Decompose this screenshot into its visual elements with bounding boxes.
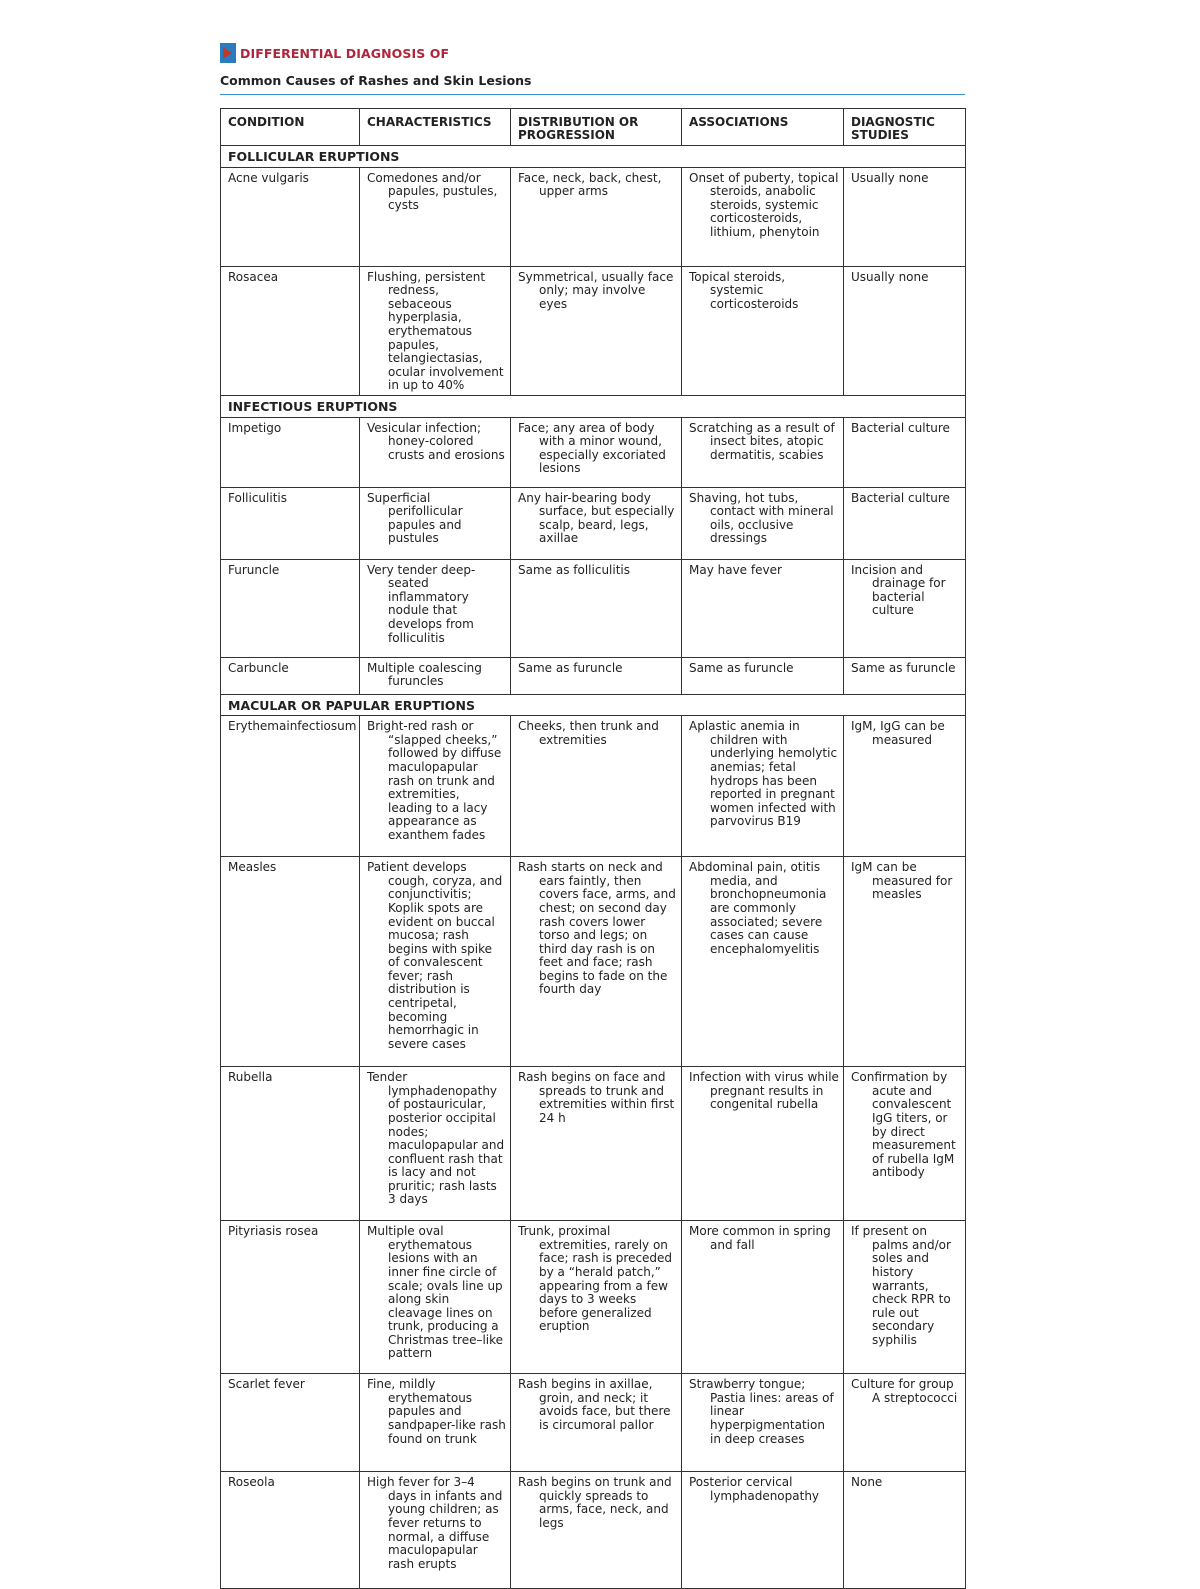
characteristics-text: Patient develops cough, coryza, and conjunctivitis; Koplik spots are evident on buccal mucosa; rash begins with spike of convalescent fever; rash distribution is centripetal, becoming hemorrhagic in severe cases [367,860,503,1051]
associations-cell [682,857,844,1067]
table-row [221,1221,966,1374]
characteristics-cell [360,167,511,266]
diagnostic-studies-cell [844,1374,966,1472]
condition-cell [221,857,360,1067]
column-header-diagnostic-studies: DIAGNOSTIC STUDIES [844,109,966,146]
diagnosis-table [220,108,966,1589]
associations-text: Strawberry tongue; Pastia lines: areas of linear hyperpigmentation in deep creases [689,1377,834,1446]
table-row [221,1067,966,1221]
distribution-text: Trunk, proximal extremities, rarely on face; rash is preceded by a “herald patch,” appearing from a few days to 3 weeks before generalized eruption [518,1224,673,1334]
associations-cell [682,716,844,857]
diagnostic-studies-text: Usually none [851,170,929,185]
condition-cell [221,417,360,487]
header-divider [220,94,965,95]
distribution-text: Any hair-bearing body surface, but especially scalp, beard, legs, axillae [518,490,675,546]
distribution-cell [511,1221,682,1374]
diagnostic-studies-text: Bacterial culture [851,420,950,435]
characteristics-text: Comedones and/or papules, pustules, cysts [367,170,498,212]
diagnostic-studies-cell [844,716,966,857]
section-title: INFECTIOUS ERUPTIONS [221,395,966,417]
condition-text: Acne vulgaris [228,170,309,185]
condition-cell [221,716,360,857]
table-row [221,1472,966,1589]
distribution-cell [511,1067,682,1221]
associations-cell [682,487,844,559]
table-row [221,417,966,487]
condition-text: Folliculitis [228,490,287,505]
distribution-text: Rash starts on neck and ears faintly, then covers face, arms, and chest; on second day rash covers lower torso and legs; on third day rash is on feet and face; rash begins to fade on the fourth day [518,860,676,997]
diagnostic-studies-cell [844,266,966,395]
condition-cell [221,559,360,657]
characteristics-cell [360,857,511,1067]
section-header-row [221,694,966,716]
diagnostic-studies-text: IgM can be measured for measles [851,860,953,902]
column-header-characteristics: CHARACTERISTICS [360,109,511,146]
characteristics-cell [360,1472,511,1589]
condition-text: Impetigo [228,420,282,435]
characteristics-text: Multiple oval erythematous lesions with an inner fine circle of scale; ovals line up along skin cleavage lines on trunk, producing a Christmas tree–like pattern [367,1224,504,1361]
characteristics-text: High fever for 3–4 days in infants and young children; as fever returns to normal, a diffuse maculopapular rash erupts [367,1475,503,1571]
associations-text: Aplastic anemia in children with underlying hemolytic anemias; fetal hydrops has been reported in pregnant women infected with parvovirus B19 [689,719,838,829]
column-header-distribution: DISTRIBUTION OR PROGRESSION [511,109,682,146]
condition-text: Rubella [228,1070,273,1085]
distribution-cell [511,266,682,395]
associations-text: Same as furuncle [689,660,794,675]
table-row [221,266,966,395]
column-header-condition: CONDITION [221,109,360,146]
diagnostic-studies-cell [844,657,966,694]
diagnostic-studies-text: Confirmation by acute and convalescent IgG titers, or by direct measurement of rubella IgM antibody [851,1070,956,1180]
associations-cell [682,167,844,266]
page-subtitle: Common Causes of Rashes and Skin Lesions [220,73,532,88]
distribution-text: Rash begins on trunk and quickly spreads to arms, face, neck, and legs [518,1475,672,1530]
distribution-cell [511,167,682,266]
condition-cell [221,266,360,395]
table-row [221,487,966,559]
distribution-text: Rash begins on face and spreads to trunk and extremities within first 24 h [518,1070,675,1125]
table-row [221,559,966,657]
section-header-row [221,395,966,417]
document-header [220,42,965,95]
condition-cell [221,487,360,559]
distribution-text: Cheeks, then trunk and extremities [518,719,659,747]
table-row [221,657,966,694]
condition-cell [221,1374,360,1472]
diagnostic-studies-text: Bacterial culture [851,490,950,505]
associations-cell [682,657,844,694]
diagnostic-studies-text: IgM, IgG can be measured [851,719,945,747]
section-header-row [221,146,966,168]
condition-cell [221,167,360,266]
condition-cell [221,1472,360,1589]
associations-text: Abdominal pain, otitis media, and bronchopneumonia are commonly associated; severe cases can cause encephalomyelitis [689,860,827,956]
distribution-text: Face, neck, back, chest, upper arms [518,170,662,199]
distribution-text: Rash begins in axillae, groin, and neck; it avoids face, but there is circumoral pallor [518,1377,671,1432]
characteristics-text: Fine, mildly erythematous papules and sandpaper-like rash found on trunk [367,1377,506,1446]
associations-cell [682,1374,844,1472]
characteristics-text: Vesicular infection; honey-colored crusts and erosions [367,420,505,462]
condition-cell [221,1067,360,1221]
table-body [221,146,966,1589]
diagnostic-studies-cell [844,417,966,487]
play-arrow-icon [220,43,236,63]
diagnostic-studies-text: Incision and drainage for bacterial culture [851,562,946,618]
section-title: MACULAR OR PAPULAR ERUPTIONS [221,694,966,716]
condition-cell [221,1221,360,1374]
associations-cell [682,266,844,395]
characteristics-text: Very tender deep-seated inflammatory nodule that develops from folliculitis [367,562,476,645]
condition-text: Scarlet fever [228,1377,305,1392]
diagnostic-studies-cell [844,1221,966,1374]
diagnostic-studies-text: Culture for group A streptococci [851,1377,958,1405]
characteristics-cell [360,487,511,559]
associations-text: Topical steroids, systemic corticosteroids [689,269,799,311]
diagnostic-studies-cell [844,1472,966,1589]
characteristics-cell [360,1221,511,1374]
associations-cell [682,1472,844,1589]
associations-text: Posterior cervical lymphadenopathy [689,1475,820,1503]
characteristics-cell [360,1067,511,1221]
characteristics-text: Bright-red rash or “slapped cheeks,” followed by diffuse maculopapular rash on trunk and extremities, leading to a lacy appearance as exanthem fades [367,719,502,842]
condition-cell [221,657,360,694]
table-row [221,167,966,266]
diagnostic-studies-cell [844,167,966,266]
associations-cell [682,417,844,487]
table-header-row [221,109,966,146]
characteristics-text: Superficial perifollicular papules and pustules [367,490,463,546]
condition-text: Erythemainfectiosum [228,719,357,734]
distribution-cell [511,1472,682,1589]
condition-text: Pityriasis rosea [228,1224,319,1239]
associations-text: Scratching as a result of insect bites, atopic dermatitis, scabies [689,420,835,462]
table-row [221,716,966,857]
diagnosis-table-container [220,108,965,1571]
diagnostic-studies-text: Same as furuncle [851,660,956,675]
diagnostic-studies-cell [844,487,966,559]
distribution-cell [511,559,682,657]
characteristics-text: Flushing, persistent redness, sebaceous hyperplasia, erythematous papules, telangiectasias, ocular involvement in up to 40% [367,269,504,393]
distribution-cell [511,657,682,694]
associations-cell [682,1221,844,1374]
characteristics-cell [360,1374,511,1472]
distribution-cell [511,1374,682,1472]
table-row [221,1374,966,1472]
condition-text: Furuncle [228,562,280,577]
diagnostic-studies-text: Usually none [851,269,929,284]
diagnostic-studies-text: None [851,1475,883,1490]
page-title: DIFFERENTIAL DIAGNOSIS OF [240,45,450,61]
distribution-cell [511,716,682,857]
condition-text: Rosacea [228,269,279,284]
characteristics-cell [360,266,511,395]
characteristics-text: Multiple coalescing furuncles [367,660,482,689]
associations-text: Onset of puberty, topical steroids, anabolic steroids, systemic corticosteroids, lithium, phenytoin [689,170,839,239]
associations-cell [682,1067,844,1221]
distribution-text: Face; any area of body with a minor wound, especially excoriated lesions [518,420,666,476]
diagnostic-studies-cell [844,857,966,1067]
diagnostic-studies-cell [844,559,966,657]
characteristics-cell [360,716,511,857]
diagnostic-studies-cell [844,1067,966,1221]
characteristics-cell [360,559,511,657]
condition-text: Carbuncle [228,660,289,675]
distribution-text: Same as furuncle [518,660,623,675]
characteristics-text: Tender lymphadenopathy of postauricular, posterior occipital nodes; maculopapular and confluent rash that is lacy and not pruritic; rash lasts 3 days [367,1070,505,1207]
distribution-cell [511,487,682,559]
condition-text: Measles [228,860,277,875]
distribution-cell [511,417,682,487]
column-header-associations: ASSOCIATIONS [682,109,844,146]
characteristics-cell [360,417,511,487]
characteristics-cell [360,657,511,694]
diagnostic-studies-text: If present on palms and/or soles and history warrants, check RPR to rule out secondary syphilis [851,1224,951,1347]
section-title: FOLLICULAR ERUPTIONS [221,146,966,168]
title-line [220,42,965,64]
table-row [221,857,966,1067]
associations-cell [682,559,844,657]
condition-text: Roseola [228,1475,275,1490]
distribution-text: Same as folliculitis [518,562,631,577]
associations-text: More common in spring and fall [689,1224,831,1252]
associations-text: Infection with virus while pregnant results in congenital rubella [689,1070,839,1112]
distribution-text: Symmetrical, usually face only; may involve eyes [518,269,674,311]
distribution-cell [511,857,682,1067]
associations-text: Shaving, hot tubs, contact with mineral oils, occlusive dressings [689,490,834,546]
associations-text: May have fever [689,562,782,577]
